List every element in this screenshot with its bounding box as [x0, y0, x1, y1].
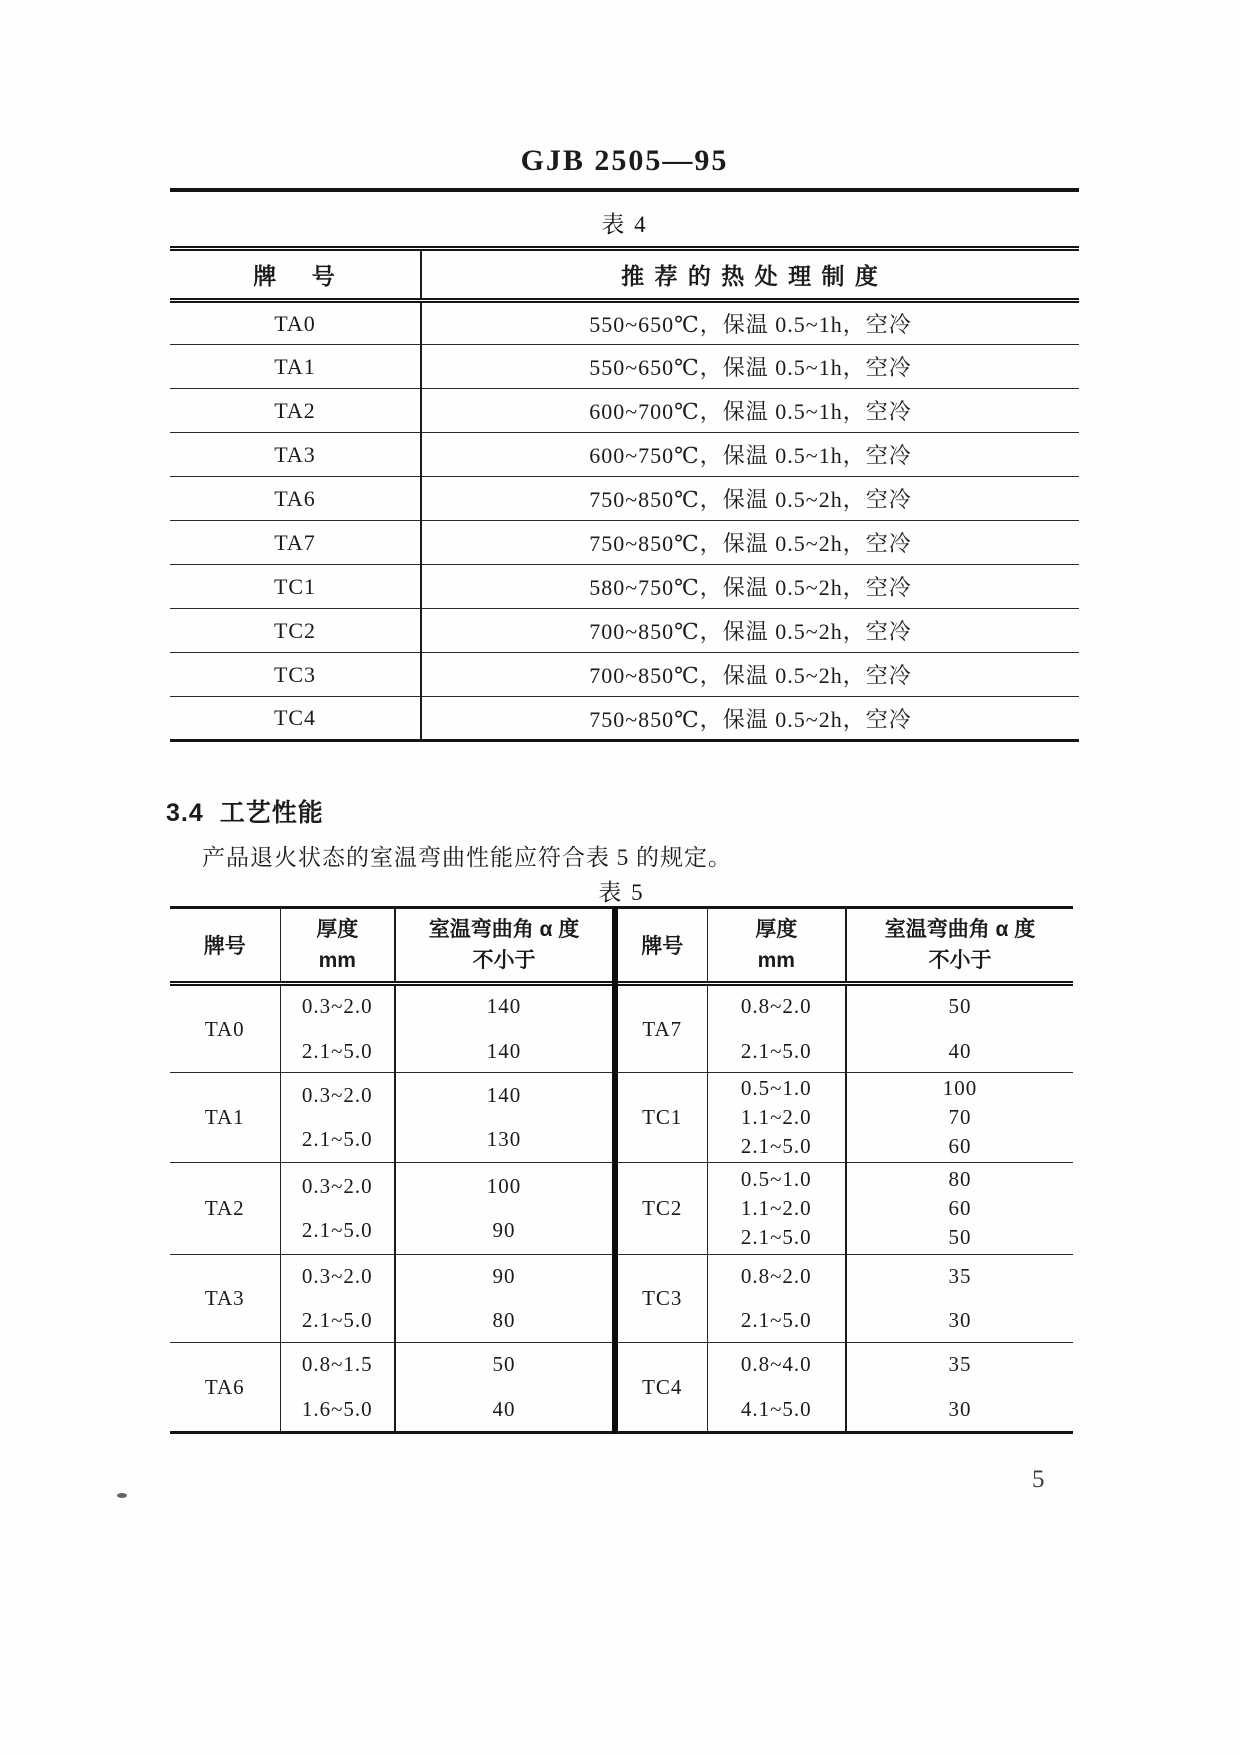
table5-header-grade-right: 牌号: [615, 908, 707, 984]
doc-code: GJB 2505—95: [520, 144, 729, 177]
thickness-label: 厚度: [316, 917, 359, 941]
angle-label: 室温弯曲角 α 度: [884, 917, 1036, 941]
angle-value: 35: [948, 1263, 972, 1288]
table-row: [170, 1255, 1073, 1343]
thickness-value: 0.3~2.0: [301, 1082, 373, 1107]
table-row: [170, 477, 1079, 521]
angle-value: 140: [486, 1038, 522, 1063]
treatment-cell: 550~650℃，保温 0.5~1h，空冷: [589, 312, 912, 337]
thickness-value: 2.1~5.0: [301, 1218, 373, 1242]
angle-cell: [846, 1163, 1073, 1255]
table5-header-grade-left: 牌号: [170, 908, 280, 984]
grade-cell: TC3: [170, 653, 421, 697]
thickness-cell: [707, 1255, 846, 1343]
table5-header-row: [170, 908, 1073, 984]
thickness-cell: [280, 1163, 395, 1255]
angle-cell: [846, 1073, 1073, 1163]
angle-cell: [846, 1255, 1073, 1343]
thickness-value: 0.8~1.5: [301, 1352, 373, 1377]
angle-value: 60: [948, 1134, 972, 1159]
angle-value: 50: [492, 1352, 516, 1377]
treatment-cell: 580~750℃，保温 0.5~2h，空冷: [421, 565, 1079, 609]
angle-value: 40: [948, 1038, 972, 1063]
thickness-value: 4.1~5.0: [740, 1396, 812, 1421]
grade-cell: TA7: [615, 984, 707, 1073]
angle-value: 140: [486, 1082, 522, 1107]
thickness-cell: [707, 984, 846, 1073]
table5-bend-properties: [170, 906, 1073, 1434]
thickness-cell: [707, 1163, 846, 1255]
treatment-cell: 750~850℃，保温 0.5~2h，空冷: [421, 477, 1079, 521]
table-row: [170, 389, 1079, 433]
section-title: 工艺性能: [219, 799, 324, 827]
angle-condition: 不小于: [928, 949, 992, 972]
angle-value: 50: [948, 1225, 972, 1250]
grade-cell: TA2: [170, 389, 421, 433]
grade-cell: TC1: [170, 565, 421, 609]
grade-cell: TC4: [615, 1343, 707, 1433]
thickness-cell: [707, 1073, 846, 1163]
thickness-value: 1.1~2.0: [740, 1104, 812, 1129]
thickness-value: 2.1~5.0: [301, 1127, 373, 1151]
table-row: [170, 697, 1079, 741]
table-row: [170, 1163, 1073, 1255]
grade-cell: TA1: [170, 345, 421, 389]
table4-caption: 表 4: [601, 212, 648, 237]
angle-value: 90: [492, 1263, 516, 1288]
thickness-label: 厚度: [755, 917, 798, 941]
grade-cell: TA3: [170, 433, 421, 477]
angle-cell: [395, 1073, 615, 1163]
treatment-cell: 600~750℃，保温 0.5~1h，空冷: [421, 433, 1079, 477]
thickness-value: 0.5~1.0: [740, 1166, 812, 1191]
angle-value: 100: [942, 1075, 978, 1100]
treatment-cell: 750~850℃，保温 0.5~2h，空冷: [421, 521, 1079, 565]
table-row: [170, 653, 1079, 697]
table-row: [170, 609, 1079, 653]
table5-caption: 表 5: [598, 880, 645, 905]
scan-speck: [117, 1493, 127, 1498]
thickness-value: 0.8~2.0: [740, 994, 812, 1019]
thickness-cell: [280, 984, 395, 1073]
thickness-cell: [280, 1255, 395, 1343]
grade-cell: TC4: [170, 697, 421, 741]
angle-value: 60: [948, 1195, 972, 1220]
table-row: [170, 1343, 1073, 1433]
thickness-value: 2.1~5.0: [740, 1225, 812, 1250]
thickness-cell: [280, 1343, 395, 1433]
table4-header-grade: 牌 号: [170, 249, 421, 301]
grade-cell: TC3: [615, 1255, 707, 1343]
section-number: 3.4: [166, 799, 204, 827]
table-row: [170, 521, 1079, 565]
thickness-value: 0.8~2.0: [740, 1263, 812, 1288]
table5-header-angle-right: [846, 908, 1073, 984]
treatment-cell: 700~850℃，保温 0.5~2h，空冷: [421, 609, 1079, 653]
thickness-value: 2.1~5.0: [740, 1134, 812, 1159]
header-rule: [170, 188, 1079, 192]
angle-value: 80: [948, 1166, 972, 1191]
thickness-value: 2.1~5.0: [301, 1308, 373, 1332]
grade-cell: TA6: [170, 1343, 280, 1433]
angle-value: 50: [948, 994, 972, 1019]
thickness-unit: mm: [757, 949, 795, 972]
treatment-cell: 600~700℃，保温 0.5~1h，空冷: [421, 389, 1079, 433]
grade-cell: TA2: [170, 1163, 280, 1255]
thickness-value: 0.3~2.0: [301, 994, 373, 1019]
grade-cell: TA0: [170, 301, 421, 345]
angle-label: 室温弯曲角 α 度: [428, 917, 580, 941]
angle-cell: [395, 1255, 615, 1343]
treatment-cell: 700~850℃，保温 0.5~2h，空冷: [421, 653, 1079, 697]
angle-cell: [395, 1163, 615, 1255]
section-paragraph: 产品退火状态的室温弯曲性能应符合表 5 的规定。: [202, 845, 732, 870]
angle-value: 140: [486, 994, 522, 1019]
table-row: [170, 433, 1079, 477]
thickness-value: 0.8~4.0: [740, 1352, 812, 1377]
angle-value: 30: [948, 1396, 972, 1421]
angle-cell: [846, 984, 1073, 1073]
table-row: [170, 565, 1079, 609]
treatment-cell: 750~850℃，保温 0.5~2h，空冷: [421, 697, 1079, 741]
thickness-unit: mm: [318, 949, 356, 972]
angle-value: 35: [948, 1352, 972, 1377]
page-number: 5: [1032, 1466, 1045, 1493]
table-row: [170, 301, 1079, 345]
table5-header-thickness-left: [280, 908, 395, 984]
grade-cell: TA3: [170, 1255, 280, 1343]
grade-cell: TA0: [170, 984, 280, 1073]
grade-cell: TC1: [615, 1073, 707, 1163]
thickness-value: 2.1~5.0: [740, 1308, 812, 1332]
treatment-cell: 550~650℃，保温 0.5~1h，空冷: [421, 345, 1079, 389]
table4-header-row: [170, 249, 1079, 301]
angle-cell: [846, 1343, 1073, 1433]
thickness-value: 1.6~5.0: [301, 1396, 373, 1421]
angle-condition: 不小于: [472, 949, 536, 972]
thickness-value: 2.1~5.0: [740, 1038, 812, 1063]
table-row: [170, 345, 1079, 389]
grade-cell: TC2: [170, 609, 421, 653]
table-row: [170, 1073, 1073, 1163]
table-row: [170, 984, 1073, 1073]
thickness-value: 2.1~5.0: [301, 1038, 373, 1063]
thickness-cell: [707, 1343, 846, 1433]
grade-cell: TA7: [170, 521, 421, 565]
section-heading: [166, 793, 324, 829]
table5-header-angle-left: [395, 908, 615, 984]
angle-cell: [395, 984, 615, 1073]
grade-cell: TA1: [170, 1073, 280, 1163]
table5-header-thickness-right: [707, 908, 846, 984]
angle-value: 130: [486, 1127, 522, 1151]
angle-value: 40: [492, 1396, 516, 1421]
angle-value: 70: [948, 1104, 972, 1129]
angle-value: 100: [486, 1173, 522, 1198]
angle-value: 90: [492, 1218, 516, 1242]
angle-value: 30: [948, 1308, 972, 1332]
thickness-value: 0.3~2.0: [301, 1173, 373, 1198]
table4-heat-treatment: [170, 246, 1079, 742]
table4-header-treatment: 推 荐 的 热 处 理 制 度: [421, 249, 1079, 301]
thickness-value: 0.5~1.0: [740, 1075, 812, 1100]
thickness-value: 0.3~2.0: [301, 1263, 373, 1288]
angle-value: 80: [492, 1308, 516, 1332]
thickness-cell: [280, 1073, 395, 1163]
grade-cell: TC2: [615, 1163, 707, 1255]
thickness-value: 1.1~2.0: [740, 1195, 812, 1220]
grade-cell: TA6: [170, 477, 421, 521]
angle-cell: [395, 1343, 615, 1433]
